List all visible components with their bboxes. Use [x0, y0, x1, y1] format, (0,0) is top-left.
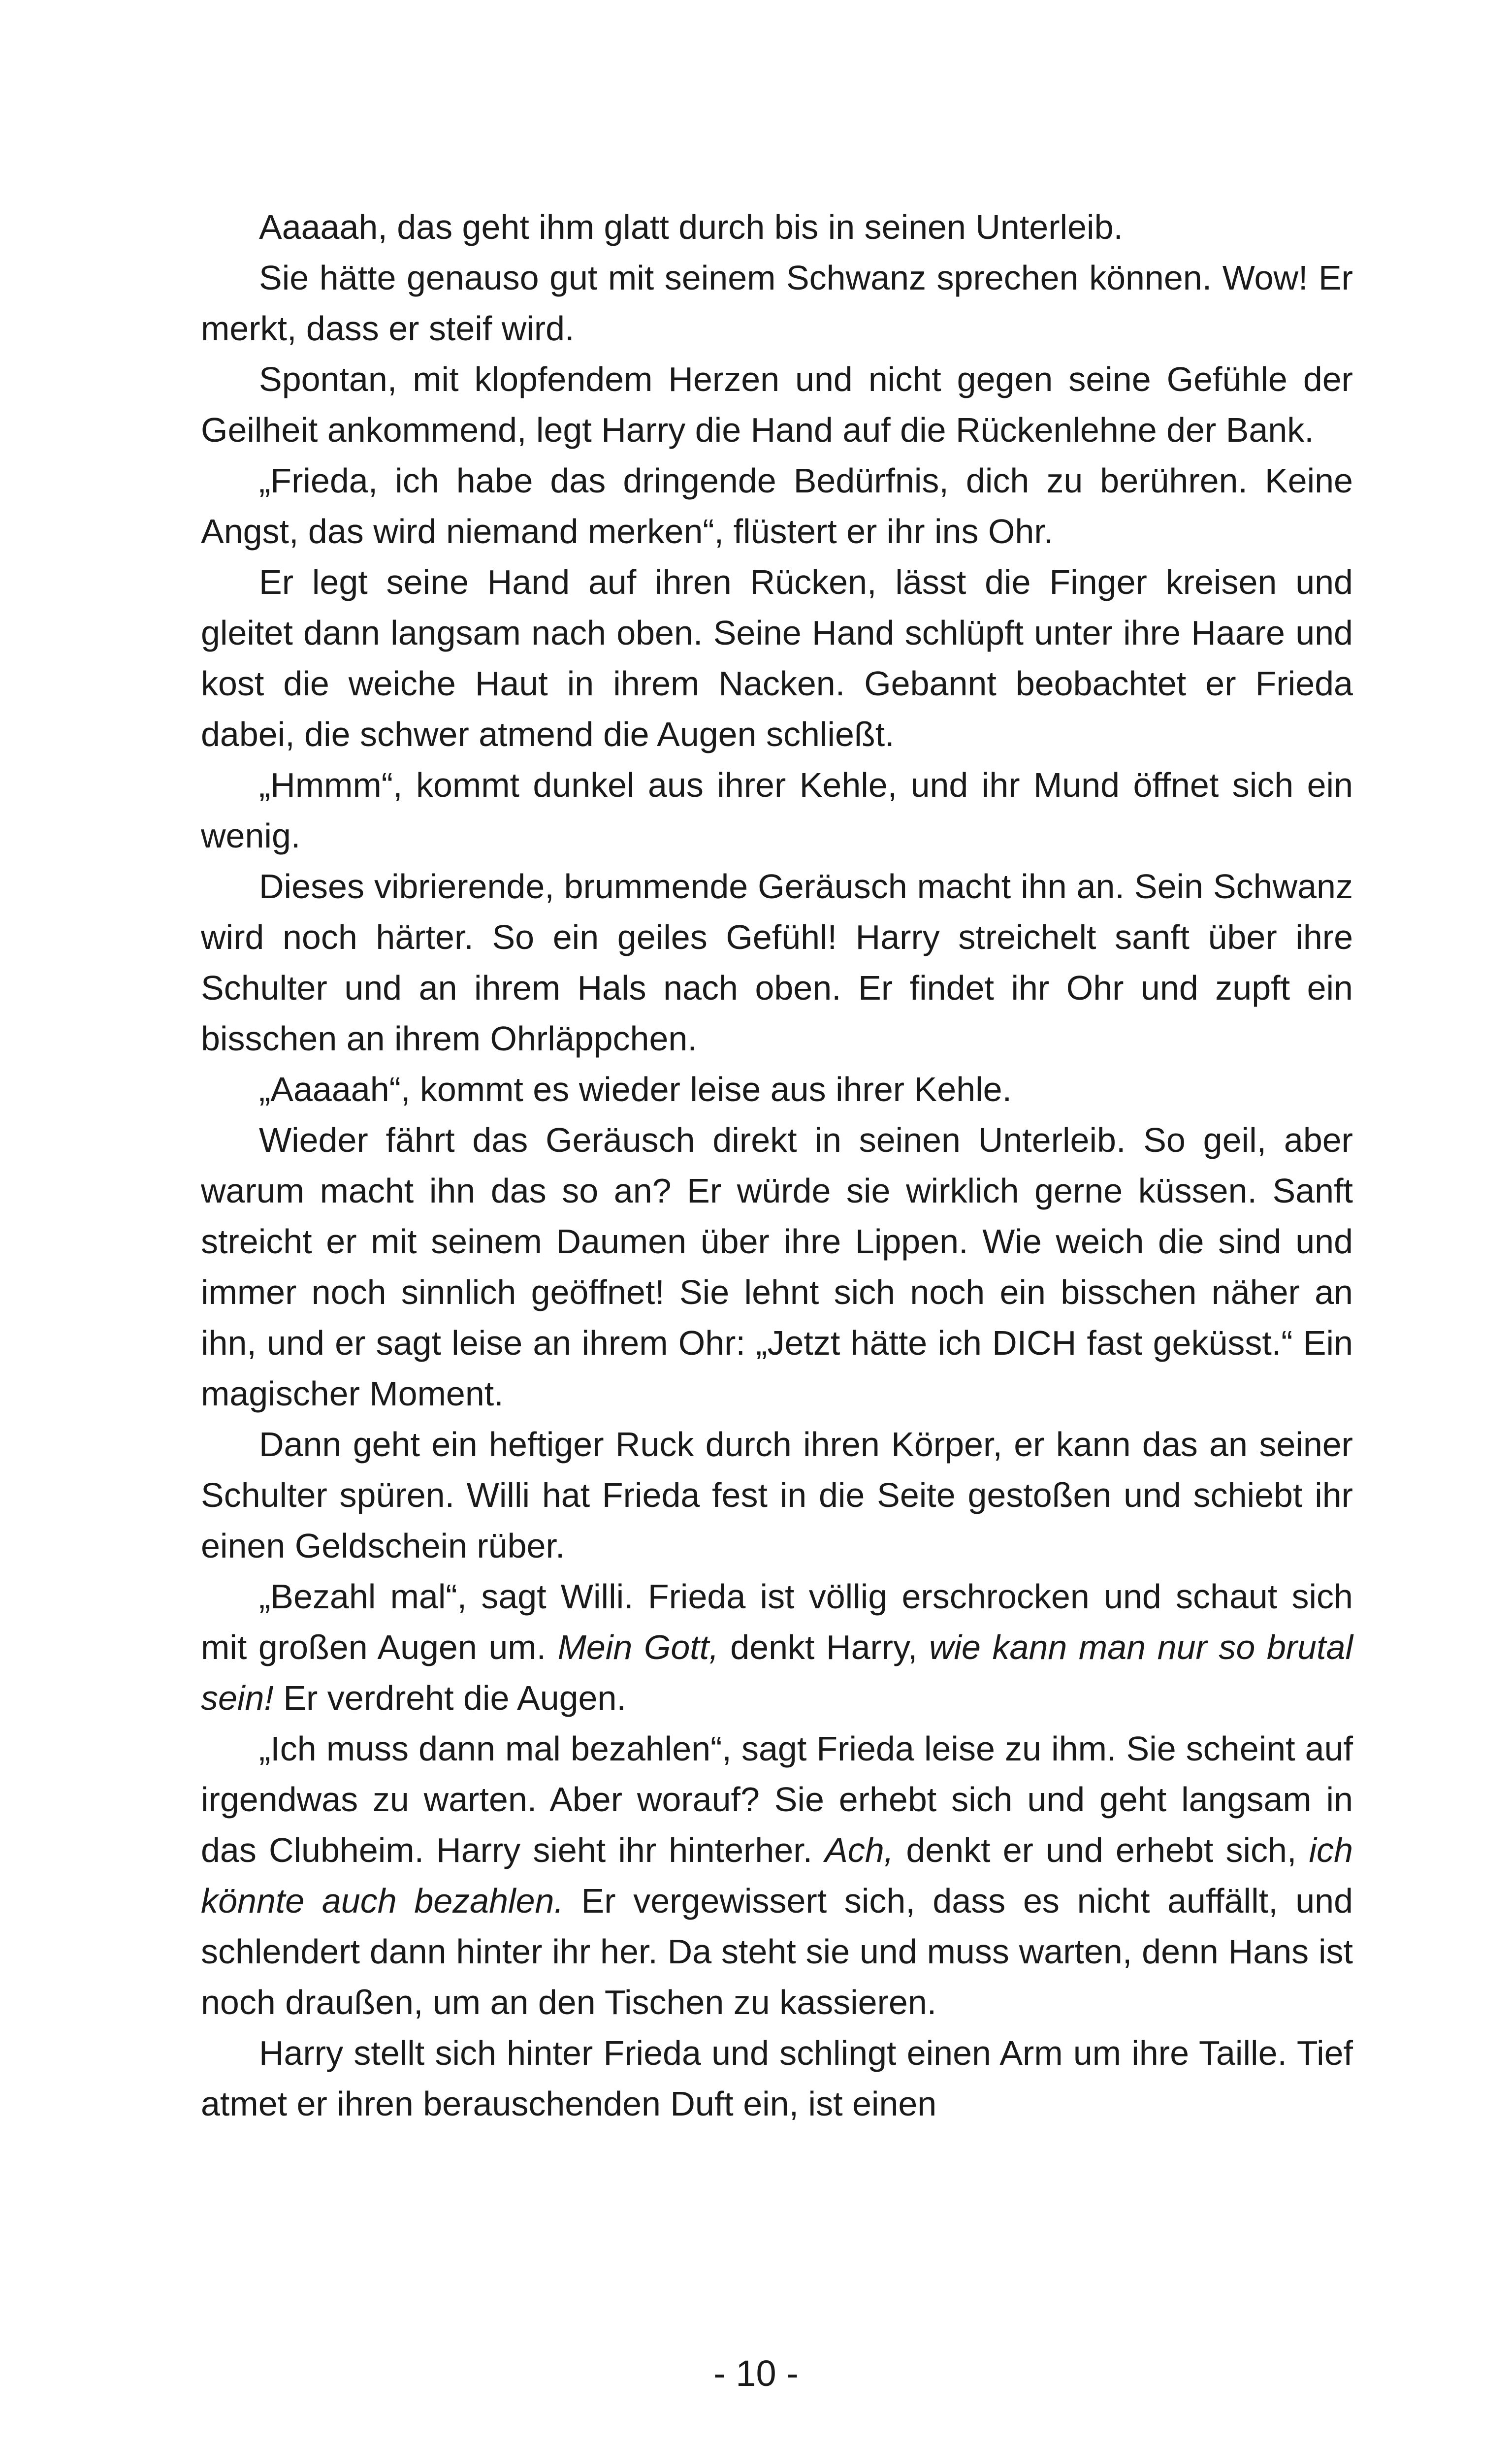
text-segment: Er legt seine Hand auf ihren Rücken, lässt die Finger kreisen und gleitet dann langsam nach oben. Seine Hand schlüpft unter ihre Haare und kost die weiche Haut in ihrem Nacken. Gebannt beobachtet er Frieda dabei, die schwer atmend die Augen schließt.	[201, 563, 1353, 753]
paragraph	[201, 1571, 1353, 1724]
italic-text: Mein Gott,	[557, 1628, 719, 1666]
text-segment: „Aaaaah“, kommt es wieder leise aus ihrer Kehle.	[259, 1070, 1012, 1108]
paragraph	[201, 1115, 1353, 1419]
paragraph	[201, 557, 1353, 760]
paragraph	[201, 760, 1353, 861]
body-text	[201, 202, 1353, 2129]
text-segment: Sie hätte genauso gut mit seinem Schwanz sprechen können. Wow! Er merkt, dass er steif wird.	[201, 259, 1353, 348]
paragraph	[201, 861, 1353, 1064]
text-segment: Er verdreht die Augen.	[273, 1679, 626, 1717]
italic-text: Ach,	[825, 1831, 894, 1869]
text-segment: „Bezahl mal“, sagt Willi. Frieda ist völlig erschrocken und schaut sich mit großen Augen um.	[201, 1577, 1353, 1666]
text-segment: Aaaaah, das geht ihm glatt durch bis in seinen Unterleib.	[259, 208, 1123, 246]
paragraph	[201, 354, 1353, 456]
page-number: - 10 -	[713, 2353, 799, 2394]
paragraph	[201, 1419, 1353, 1571]
paragraph	[201, 456, 1353, 557]
text-segment: Dieses vibrierende, brummende Geräusch macht ihn an. Sein Schwanz wird noch härter. So ein geiles Gefühl! Harry streichelt sanft über ihre Schulter und an ihrem Hals nach oben. Er findet ihr Ohr und zupft ein bisschen an ihrem Ohrläppchen.	[201, 867, 1353, 1058]
paragraph	[201, 2028, 1353, 2129]
paragraph	[201, 1064, 1353, 1115]
italic-text: ich könnte auch bezahlen.	[201, 1831, 1353, 1920]
text-segment: „Hmmm“, kommt dunkel aus ihrer Kehle, und ihr Mund öffnet sich ein wenig.	[201, 766, 1353, 855]
text-segment: Harry stellt sich hinter Frieda und schlingt einen Arm um ihre Taille. Tief atmet er ihren berauschenden Duft ein, ist einen	[201, 2034, 1353, 2123]
text-segment: denkt er und erhebt sich,	[894, 1831, 1309, 1869]
text-segment: Dann geht ein heftiger Ruck durch ihren Körper, er kann das an seiner Schulter spüren. Willi hat Frieda fest in die Seite gestoßen und schiebt ihr einen Geldschein rüber.	[201, 1425, 1353, 1565]
text-segment: Spontan, mit klopfendem Herzen und nicht gegen seine Gefühle der Geilheit ankommend, legt Harry die Hand auf die Rückenlehne der Bank.	[201, 360, 1353, 449]
paragraph	[201, 253, 1353, 354]
text-segment: Er vergewissert sich, dass es nicht auffällt, und schlendert dann hinter ihr her. Da steht sie und muss warten, denn Hans ist noch draußen, um an den Tischen zu kassieren.	[201, 1882, 1353, 2021]
italic-text: wie kann man nur so brutal sein!	[201, 1628, 1353, 1717]
text-segment: „Ich muss dann mal bezahlen“, sagt Frieda leise zu ihm. Sie scheint auf irgendwas zu warten. Aber worauf? Sie erhebt sich und geht langsam in das Clubheim. Harry sieht ihr hinterher.	[201, 1729, 1353, 1869]
text-segment: denkt Harry,	[718, 1628, 929, 1666]
paragraph	[201, 1724, 1353, 2028]
text-segment: „Frieda, ich habe das dringende Bedürfnis, dich zu berühren. Keine Angst, das wird niemand merken“, flüstert er ihr ins Ohr.	[201, 461, 1353, 551]
paragraph	[201, 202, 1353, 253]
text-segment: Wieder fährt das Geräusch direkt in seinen Unterleib. So geil, aber warum macht ihn das so an? Er würde sie wirklich gerne küssen. Sanft streicht er mit seinem Daumen über ihre Lippen. Wie weich die sind und immer noch sinnlich geöffnet! Sie lehnt sich noch ein bisschen näher an ihn, und er sagt leise an ihrem Ohr: „Jetzt hätte ich DICH fast geküsst.“ Ein magischer Moment.	[201, 1121, 1353, 1413]
